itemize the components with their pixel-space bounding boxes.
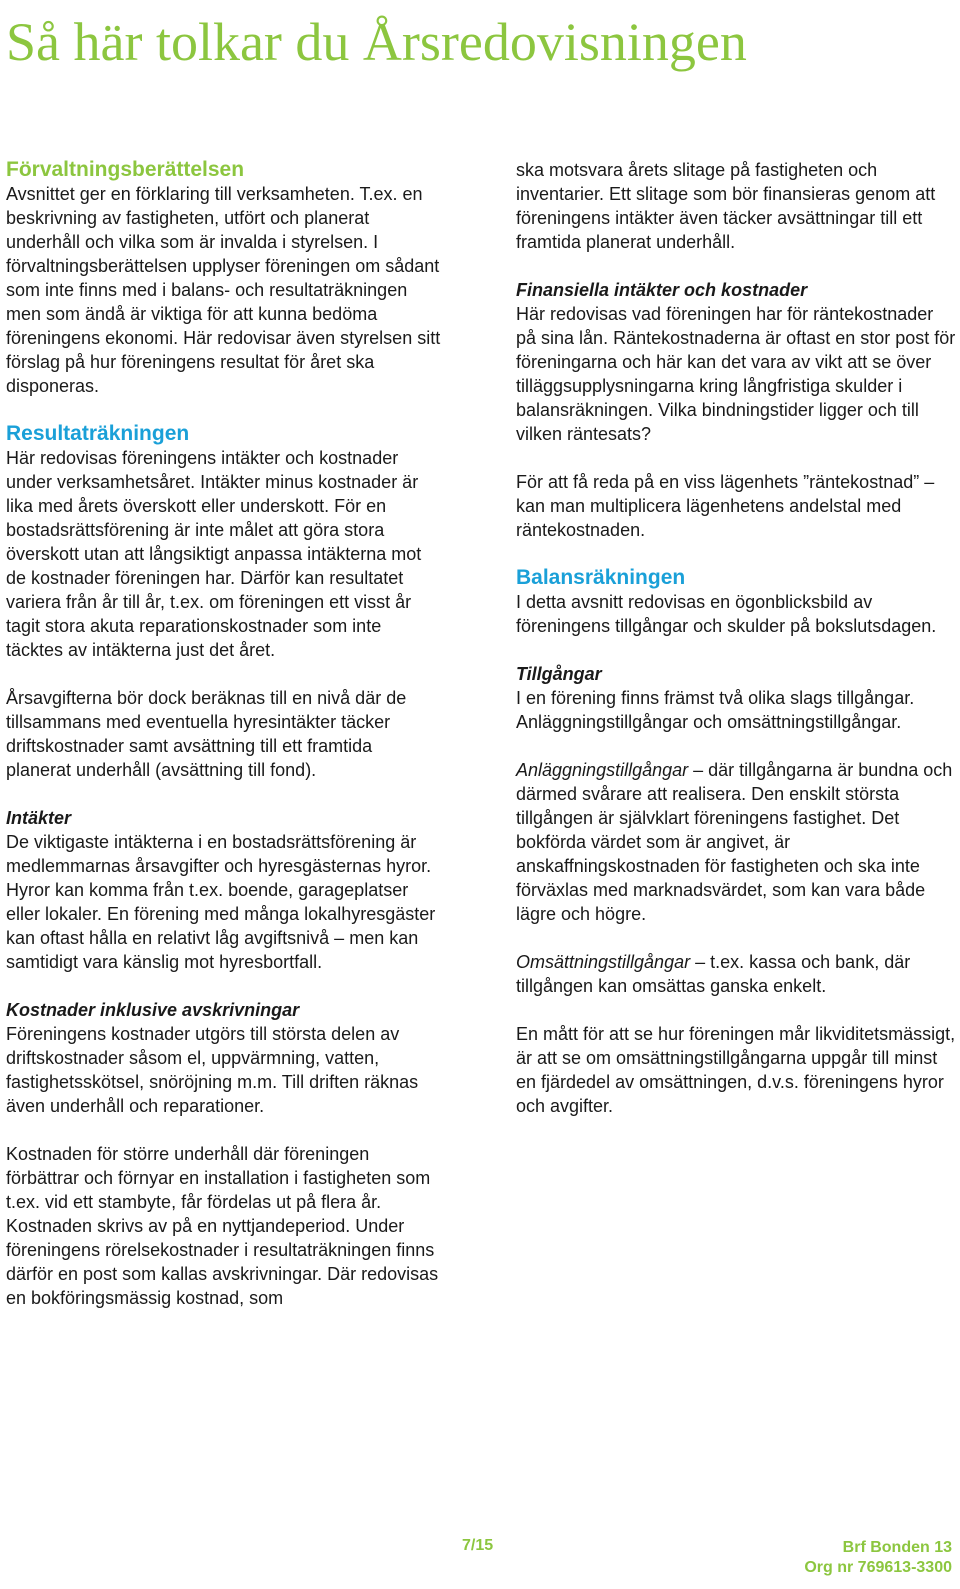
forvaltning-paragraph: Avsnittet ger en förklaring till verksamheten. T.ex. en beskrivning av fastigheten, utfört och planerat underhåll och vilka som är invalda i styrelsen. I förvaltningsberättelsen upplyser föreningen om sådant som inte finns med i balans- och resultaträkningen men som ändå är viktiga för att kunna bedöma föreningens ekonomi. Här redovisar även styrelsen sitt förslag på hur föreningens resultat för året ska disponeras. — [6, 184, 441, 396]
anlaggningstillgangar-term: Anläggningstillgångar — [516, 760, 689, 780]
left-column — [6, 158, 441, 1334]
anlaggningstillgangar-paragraph — [516, 758, 956, 926]
intakter-paragraph: De viktigaste intäkterna i en bostadsrättsförening är medlemmarnas årsavgifter och hyresgästernas hyror. Hyror kan komma från t.ex. boende, garageplatser eller lokaler. En förening med många lokalhyresgäster kan oftast hålla en relativt låg avgiftsnivå – men kan samtidigt vara känslig mot hyresbortfall. — [6, 832, 436, 972]
heading-balansrakningen: Balansräkningen — [516, 566, 686, 589]
continued-paragraph: ska motsvara årets slitage på fastigheten och inventarier. Ett slitage som bör finansieras genom att föreningens intäkter även täcker avsättningar till ett framtida planerat underhåll. — [516, 160, 936, 252]
org-number: Org nr 769613-3300 — [804, 1559, 952, 1576]
footer-organization — [804, 1538, 952, 1578]
org-name: Brf Bonden 13 — [842, 1539, 952, 1556]
omsattningstillgangar-term: Omsättningstillgångar — [516, 952, 691, 972]
heading-kostnader: Kostnader inklusive avskrivningar — [6, 1000, 300, 1020]
finansiella-paragraph: Här redovisas vad föreningen har för räntekostnader på sina lån. Räntekostnaderna är oftast en stor post för föreningarna och här kan det vara av vikt att se över tilläggsupplysningarna kring långfristiga skulder i balansräkningen. Vilka bindningstider ligger och till vilken räntesats? — [516, 304, 956, 444]
omsattningstillgangar-text: – t.ex. kassa och bank, där tillgången kan omsättas ganska enkelt. — [516, 952, 911, 996]
tillgangar-paragraph: I en förening finns främst två olika slags tillgångar. Anläggningstillgångar och omsättningstillgångar. — [516, 688, 915, 732]
kostnader-paragraph: Föreningens kostnader utgörs till största delen av driftskostnader såsom el, uppvärmning, vatten, fastighetsskötsel, snöröjning m.m. Till driften räknas även underhåll och reparationer. — [6, 1024, 419, 1116]
page-number: 7/15 — [462, 1537, 494, 1554]
avskrivningar-paragraph: Kostnaden för större underhåll där föreningen förbättrar och förnyar en installation i fastigheten som t.ex. vid ett stambyte, får fördelas ut på flera år. Kostnaden skrivs av på en nyttjandeperiod. Under föreningens rörelsekostnader i resultaträkningen finns därför en post som kallas avskrivningar. Där redovisas en bokföringsmässig kostnad, som — [6, 1144, 439, 1308]
page-title: Så här tolkar du Årsredovisningen — [6, 12, 747, 72]
omsattningstillgangar-paragraph — [516, 950, 956, 998]
arsavgifter-paragraph: Årsavgifterna bör dock beräknas till en nivå där de tillsammans med eventuella hyresintäkter täcker driftskostnader samt avsättning till ett framtida planerat underhåll (avsättning till fond). — [6, 688, 407, 780]
balans-paragraph: I detta avsnitt redovisas en ögonblicksbild av föreningens tillgångar och skulder på bokslutsdagen. — [516, 592, 937, 636]
heading-finansiella: Finansiella intäkter och kostnader — [516, 280, 808, 300]
heading-intakter: Intäkter — [6, 808, 72, 828]
rantekostnad-paragraph: För att få reda på en viss lägenhets ”räntekostnad” – kan man multiplicera lägenhetens andelstal med räntekostnaden. — [516, 472, 935, 540]
heading-resultatrakningen: Resultaträkningen — [6, 422, 190, 445]
heading-tillgangar: Tillgångar — [516, 664, 602, 684]
right-column — [516, 158, 956, 1142]
resultat-paragraph: Här redovisas föreningens intäkter och kostnader under verksamhetsåret. Intäkter minus kostnader är lika med årets överskott eller underskott. För en bostadsrättsförening är inte målet att göra stora överskott utan att långsiktigt anpassa intäkterna mot de kostnader föreningen har. Därför kan resultatet variera från år till år, t.ex. om föreningen ett visst år tagit stora akuta reparationskostnader som inte täcktes av intäkterna just det året. — [6, 448, 422, 660]
heading-forvaltningsberattelsen: Förvaltningsberättelsen — [6, 158, 245, 181]
likviditet-paragraph: En mått för att se hur föreningen mår likviditetsmässigt, är att se om omsättningstillgångarna uppgår till minst en fjärdedel av omsättningen, d.v.s. föreningens hyror och avgifter. — [516, 1024, 956, 1116]
anlaggningstillgangar-text: – där tillgångarna är bundna och därmed svårare att realisera. Den enskilt största tillgången är självklart föreningens fastighet. Det bokförda värdet som är angivet, är anskaffningskostnaden för fastigheten och ska inte förväxlas med marknadsvärdet, som kan vara både lägre och högre. — [516, 760, 953, 924]
